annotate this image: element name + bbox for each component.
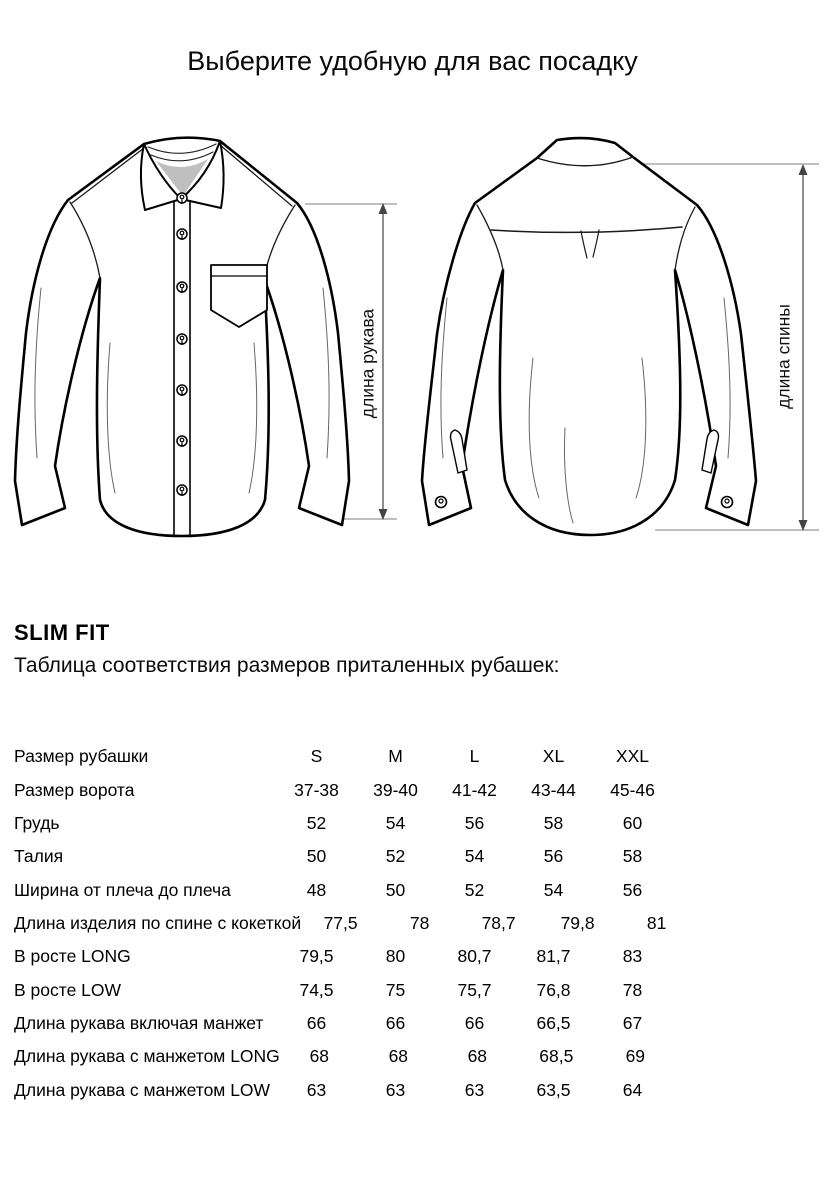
row-value: 60 [622, 812, 643, 833]
row-value: 78 [409, 912, 430, 933]
row-label: Размер рубашки [14, 746, 149, 767]
row-value: 80,7 [457, 946, 492, 967]
row-value: 66 [385, 1012, 406, 1033]
row-label: Размер ворота [14, 779, 135, 800]
row-value: 50 [306, 846, 327, 867]
sleeve-length-label: длина рукава [357, 308, 378, 419]
row-value: S [310, 746, 323, 767]
row-value: 69 [625, 1046, 646, 1067]
shirt-diagram [0, 0, 825, 590]
row-value: XL [542, 746, 565, 767]
table-caption: Таблица соответствия размеров приталенных рубашек: [14, 654, 560, 677]
row-value: 77,5 [323, 912, 358, 933]
row-value: 83 [622, 946, 643, 967]
row-value: 41-42 [452, 779, 497, 800]
row-value: 52 [464, 879, 485, 900]
row-label: Ширина от плеча до плеча [14, 879, 231, 900]
row-value: M [388, 746, 403, 767]
row-value: 78,7 [481, 912, 516, 933]
table-row [14, 973, 679, 1006]
row-value: 39-40 [373, 779, 418, 800]
row-label: Длина изделия по спине с кокеткой [14, 912, 302, 933]
shirt-technical-drawing [0, 0, 825, 590]
row-value: 50 [385, 879, 406, 900]
row-value: 81 [646, 912, 667, 933]
row-label: В росте LOW [14, 979, 122, 1000]
shirt-front-drawing [15, 138, 349, 536]
page-title: Выберите удобную для вас посадку [187, 46, 638, 76]
table-row [14, 740, 679, 773]
row-value: 37-38 [294, 779, 339, 800]
row-value: 52 [385, 846, 406, 867]
row-value: 63 [306, 1079, 327, 1100]
table-row [14, 773, 679, 806]
row-label: Длина рукава с манжетом LONG [14, 1046, 280, 1067]
table-row [14, 840, 679, 873]
row-value: 67 [622, 1012, 643, 1033]
table-row [14, 907, 679, 940]
fit-heading: SLIM FIT [14, 620, 110, 645]
row-value: 48 [306, 879, 327, 900]
row-value: 68 [467, 1046, 488, 1067]
row-value: XXL [615, 746, 650, 767]
row-value: 58 [543, 812, 564, 833]
row-value: 54 [464, 846, 485, 867]
table-row [14, 1007, 679, 1040]
row-value: L [469, 746, 480, 767]
row-value: 68 [388, 1046, 409, 1067]
row-value: 52 [306, 812, 327, 833]
row-value: 76,8 [536, 979, 571, 1000]
row-value: 79,5 [299, 946, 334, 967]
row-value: 68,5 [539, 1046, 574, 1067]
back-length-label: длина спины [773, 304, 794, 409]
table-row [14, 940, 679, 973]
row-value: 80 [385, 946, 406, 967]
row-value: 54 [543, 879, 564, 900]
row-value: 79,8 [560, 912, 595, 933]
row-value: 56 [464, 812, 485, 833]
table-row [14, 873, 679, 906]
size-table [14, 740, 679, 1107]
row-value: 56 [622, 879, 643, 900]
row-value: 63 [464, 1079, 485, 1100]
row-value: 63,5 [536, 1079, 571, 1100]
row-label: Грудь [14, 812, 60, 833]
row-label: Длина рукава включая манжет [14, 1012, 264, 1033]
table-row [14, 807, 679, 840]
row-value: 74,5 [299, 979, 334, 1000]
row-value: 66 [464, 1012, 485, 1033]
row-value: 43-44 [531, 779, 576, 800]
row-value: 66 [306, 1012, 327, 1033]
row-value: 58 [622, 846, 643, 867]
row-value: 78 [622, 979, 643, 1000]
row-value: 45-46 [610, 779, 655, 800]
row-value: 54 [385, 812, 406, 833]
row-label: Длина рукава с манжетом LOW [14, 1079, 271, 1100]
row-label: В росте LONG [14, 946, 131, 967]
arrow-up-icon [799, 164, 808, 175]
row-value: 75 [385, 979, 406, 1000]
row-value: 64 [622, 1079, 643, 1100]
row-value: 66,5 [536, 1012, 571, 1033]
row-value: 63 [385, 1079, 406, 1100]
row-value: 56 [543, 846, 564, 867]
table-row [14, 1073, 679, 1106]
row-label: Талия [14, 846, 64, 867]
table-row [14, 1040, 679, 1073]
shirt-back-drawing [422, 138, 756, 535]
row-value: 81,7 [536, 946, 571, 967]
row-value: 68 [309, 1046, 330, 1067]
row-value: 75,7 [457, 979, 492, 1000]
